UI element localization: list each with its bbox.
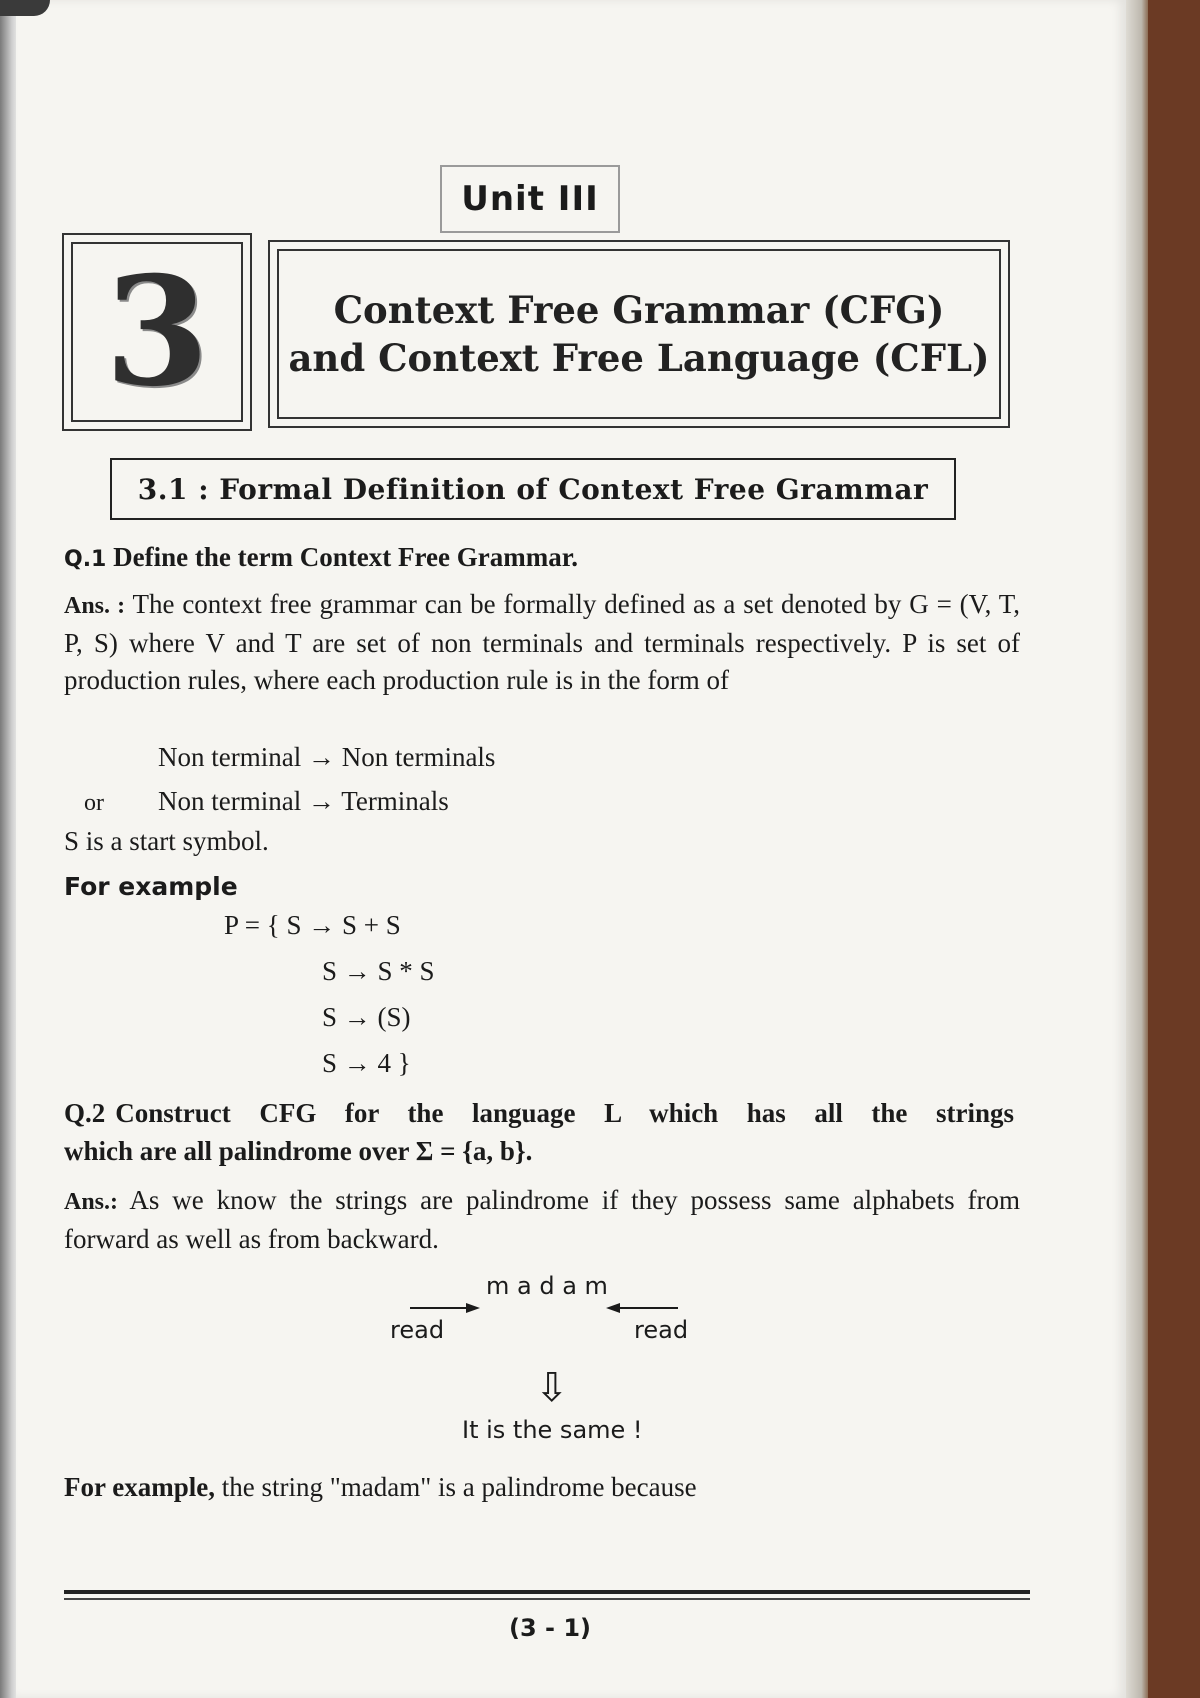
- question-1: [64, 538, 1024, 579]
- question-1-text: Define the term Context Free Grammar.: [113, 542, 578, 572]
- chapter-title-line-1: Context Free Grammar (CFG): [333, 288, 945, 332]
- footer-rule: [64, 1590, 1030, 1594]
- read-backward-arrowhead: [606, 1303, 620, 1313]
- production-1: P = { S → S + S: [224, 910, 401, 940]
- rule-2: Non terminal → Terminals: [158, 786, 449, 816]
- answer-1-label: Ans. :: [64, 593, 126, 619]
- answer-2-text: As we know the strings are palindrome if they possess same alphabets from forward as well as from backward.: [64, 1185, 1020, 1254]
- question-2-text-line-2: which are all palindrome over Σ = {a, b}.: [64, 1136, 533, 1166]
- answer-1: [64, 586, 1020, 699]
- question-2: [64, 1094, 1014, 1170]
- diagram-right-read: read: [634, 1316, 689, 1344]
- diagram-caption: It is the same !: [462, 1416, 643, 1444]
- rule-1: Non terminal → Non terminals: [158, 742, 496, 772]
- question-2-number: Q.2: [64, 1098, 106, 1128]
- page-number: (3 - 1): [508, 1614, 591, 1642]
- chapter-number: 3: [71, 242, 243, 422]
- diagram-word: m a d a m: [486, 1272, 608, 1300]
- chapter-number-box: [62, 233, 252, 431]
- chapter-title-line-2: and Context Free Language (CFL): [288, 336, 990, 380]
- or-label: or: [84, 790, 104, 816]
- chapter-title: [277, 249, 1001, 419]
- example-sentence-bold: For example,: [64, 1472, 215, 1502]
- read-backward-arrow: [618, 1307, 678, 1309]
- question-1-number: Q.1: [64, 547, 107, 572]
- for-example-heading: For example: [64, 872, 238, 901]
- example-sentence: [64, 1468, 697, 1506]
- page-edge: [1126, 0, 1148, 1698]
- read-forward-arrow: [410, 1307, 470, 1309]
- section-heading: 3.1 : Formal Definition of Context Free Grammar: [110, 458, 956, 520]
- answer-2-label: Ans.:: [64, 1189, 119, 1215]
- production-3: S → (S): [322, 1002, 411, 1032]
- read-forward-arrowhead: [466, 1303, 480, 1313]
- example-sentence-rest: the string "madam" is a palindrome because: [221, 1472, 697, 1502]
- diagram-left-read: read: [390, 1316, 445, 1344]
- question-2-line-1: [64, 1094, 1014, 1132]
- chapter-title-box: [268, 240, 1010, 428]
- footer-rule-thin: [64, 1598, 1030, 1600]
- production-4: S → 4 }: [322, 1048, 411, 1078]
- start-symbol-note: S is a start symbol.: [64, 826, 269, 856]
- answer-2: [64, 1182, 1020, 1258]
- unit-label: Unit III: [440, 165, 620, 233]
- question-2-text-line-1: Construct CFG for the language L which has all the strings: [115, 1098, 1014, 1128]
- down-arrow-icon: ⇩: [535, 1365, 569, 1411]
- answer-1-text: The context free grammar can be formally defined as a set denoted by G = (V, T, P, S) where V and T are set of non terminals and terminals respectively. P is set of production rules, where each production rule is in the form of: [64, 589, 1021, 695]
- production-2: S → S * S: [322, 956, 435, 986]
